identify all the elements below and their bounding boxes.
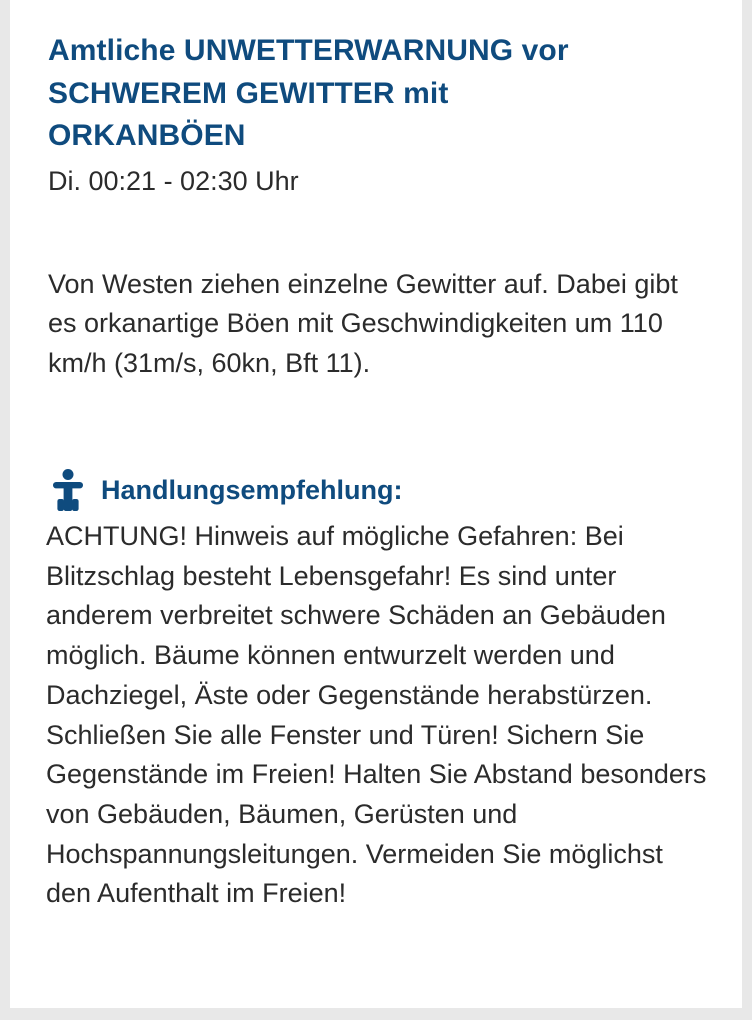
person-accessibility-icon: [53, 469, 83, 511]
recommendation-text: ACHTUNG! Hinweis auf mögliche Gefahren: Bei Blitzschlag besteht Lebensgefahr! Es sind unter anderem verbreitet schwere Schäden an Gebäuden möglich. Bäume können entwurzelt werden und Dachziegel, Äste oder Gegenstände herabstürzen. Schließen Sie alle Fenster und Türen! Sichern Sie Gegenstände im Freien! Halten Sie Abstand besonders von Gebäuden, Bäumen, Gerüsten und Hochspannungsleitungen. Vermeiden Sie möglichst den Aufenthalt im Freien!: [46, 521, 707, 909]
recommendation-label: Handlungsempfehlung:: [101, 474, 403, 505]
warning-validity-period: Di. 00:21 - 02:30 Uhr: [48, 165, 299, 196]
warning-description: Von Westen ziehen einzelne Gewitter auf. Dabei gibt es orkanartige Böen mit Geschwindigkeiten um 110 km/h (31m/s, 60kn, Bft 11).: [48, 268, 678, 378]
warning-card: [10, 0, 742, 1008]
warning-headline: Amtliche UNWETTERWARNUNG vor SCHWEREM GEWITTER mit ORKANBÖEN: [48, 34, 569, 153]
recommendation-header: [48, 469, 710, 511]
